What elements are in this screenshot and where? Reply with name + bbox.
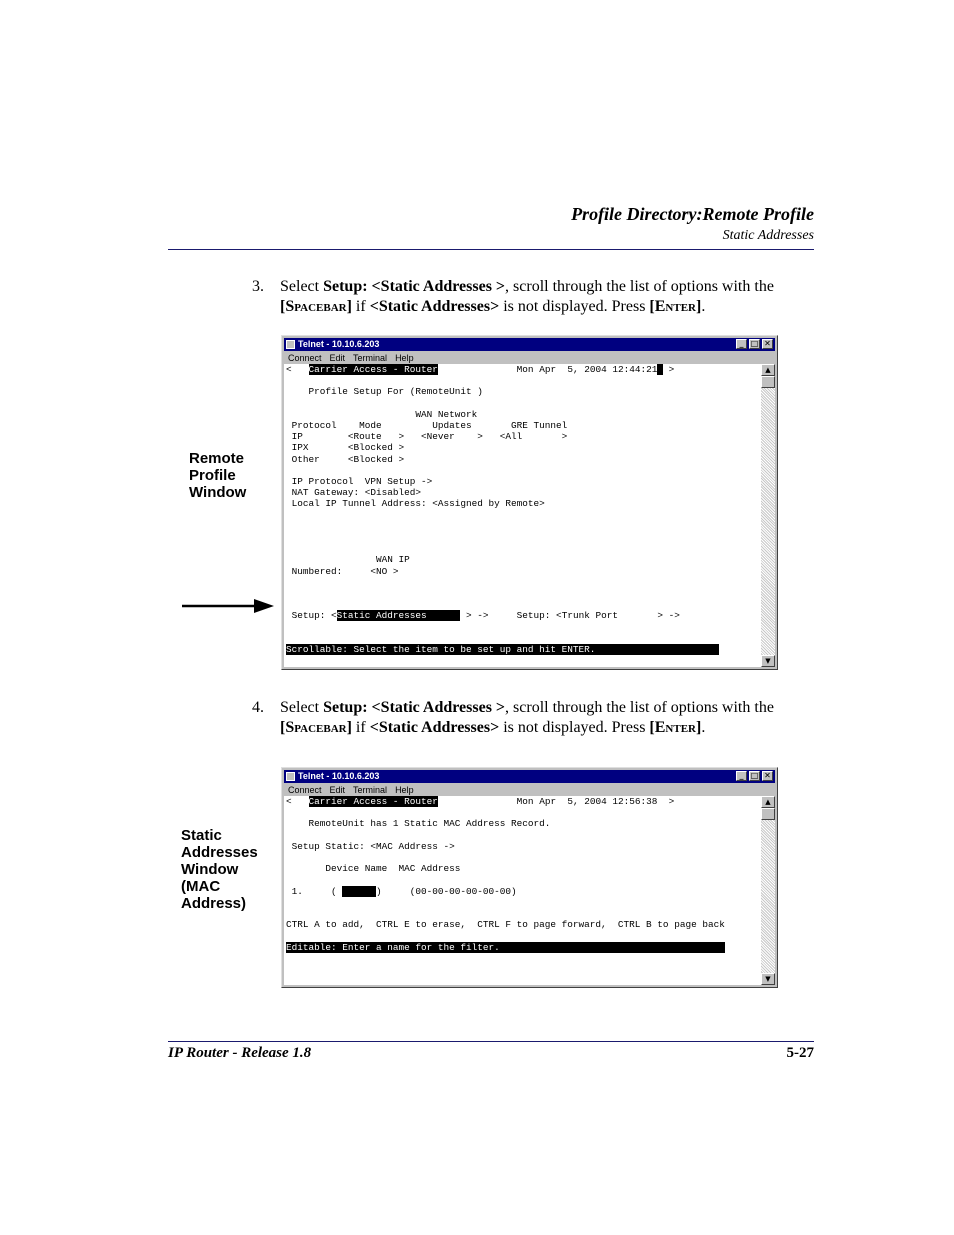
scroll-thumb[interactable] [761,376,775,388]
step-text-part: . [701,719,706,736]
protocol-row-ipx[interactable]: IPX <Blocked > [286,442,405,454]
menu-connect[interactable]: Connect [288,785,322,795]
profile-setup-line: Profile Setup For (RemoteUnit ) [286,386,483,398]
terminal-header-banner: Carrier Access - Router [308,796,438,807]
window-title: Telnet - 10.10.6.203 [298,771,380,781]
window-title: Telnet - 10.10.6.203 [298,339,380,349]
page-header-title: Profile Directory:Remote Profile [571,204,814,224]
terminal-datetime: Mon Apr 5, 2004 12:56:38 [437,796,658,807]
vertical-scrollbar[interactable] [761,364,775,667]
step-number: 3. [252,278,264,295]
step-text-part: , scroll through the list of options with the [505,699,774,716]
menu-help[interactable]: Help [395,785,414,795]
term-text: > [657,796,675,807]
step-text-part: if [351,719,370,736]
term-text: > [662,364,675,375]
caption-static-addresses-window: Static Addresses Window (MAC Address) [181,827,258,912]
numbered-field[interactable]: Numbered: <NO > [286,565,399,577]
term-text: Setup: < [286,610,337,622]
step-text-part: Select [280,278,324,295]
step-4 [252,698,818,740]
telnet-app-icon [286,340,295,349]
vertical-scrollbar[interactable] [761,796,775,985]
scroll-thumb[interactable] [761,808,775,820]
minimize-icon[interactable]: _ [736,339,747,349]
record-count-line: RemoteUnit has 1 Static MAC Address Record. [286,818,551,830]
protocol-column-headers: Protocol Mode Updates GRE Tunnel [286,420,568,432]
menu-terminal[interactable]: Terminal [353,785,388,795]
protocol-row-ip[interactable]: IP <Route > <Never > <All > [286,431,568,443]
step-3 [252,277,818,319]
scroll-up-icon[interactable]: ▲ [761,364,775,376]
spacebar-key: [Spacebar] [280,298,352,315]
maximize-icon[interactable]: □ [750,339,759,348]
menu-help[interactable]: Help [395,353,414,363]
maximize-icon[interactable]: □ [750,771,759,780]
step-number: 4. [252,699,264,716]
step-text-part: Select [280,699,324,716]
step-text [280,698,818,738]
menu-connect[interactable]: Connect [288,353,322,363]
terminal-screen[interactable] [284,364,761,667]
scroll-down-icon[interactable]: ▼ [761,973,775,985]
enter-key: [Enter] [649,298,702,315]
ip-protocol-line[interactable]: IP Protocol VPN Setup -> [286,476,433,488]
telnet-window-static-addresses [281,767,778,988]
step-text-part: if [351,298,370,315]
status-line: Scrollable: Select the item to be set up and hit ENTER. [286,644,720,656]
local-ip-tunnel-line[interactable]: Local IP Tunnel Address: <Assigned by Remote> [286,498,545,510]
step-bold-setup: Setup: <Static Addresses > [323,699,506,716]
step-text-part: is not displayed. Press [499,298,650,315]
menu-bar [284,784,775,796]
telnet-window-remote-profile [281,335,778,670]
spacebar-key: [Spacebar] [280,719,352,736]
menu-edit[interactable]: Edit [329,353,346,363]
scroll-down-icon[interactable]: ▼ [761,655,775,667]
device-name-field[interactable] [342,886,376,897]
menu-terminal[interactable]: Terminal [353,353,388,363]
header-divider [168,249,814,250]
step-text-part: , scroll through the list of options with the [505,278,774,295]
page-header-subtitle: Static Addresses [722,228,814,243]
enter-key: [Enter] [649,719,702,736]
step-bold-setup: Setup: <Static Addresses > [323,278,506,295]
menu-edit[interactable]: Edit [329,785,346,795]
telnet-app-icon [286,772,295,781]
setup-static-line[interactable]: Setup Static: <MAC Address -> [286,840,455,852]
step-bold-option: <Static Addresses> [369,298,500,315]
terminal-screen[interactable] [284,796,761,985]
step-bold-option: <Static Addresses> [369,719,500,736]
term-text: < [286,796,309,807]
term-text: 1. ( [286,885,343,897]
pointer-arrow [180,597,276,615]
step-text-part: . [701,298,706,315]
terminal-header-banner: Carrier Access - Router [308,364,438,375]
step-text [280,277,818,317]
status-line: Editable: Enter a name for the filter. [286,941,725,953]
window-titlebar[interactable] [284,770,775,783]
setup-trunk-port[interactable]: > -> Setup: <Trunk Port > -> [460,610,680,622]
term-text: WAN Network [286,408,478,420]
close-icon[interactable]: ✕ [762,771,773,781]
mac-address-field[interactable]: ) (00-00-00-00-00-00) [376,885,517,897]
setup-static-addresses-selected[interactable]: Static Addresses [336,610,461,622]
minimize-icon[interactable]: _ [736,771,747,781]
footer-divider [168,1041,814,1042]
nat-gateway-line[interactable]: NAT Gateway: <Disabled> [286,487,422,499]
window-titlebar[interactable] [284,338,775,351]
close-icon[interactable]: ✕ [762,339,773,349]
ctrl-key-help: CTRL A to add, CTRL E to erase, CTRL F to page forward, CTRL B to page back [286,919,725,931]
step-text-part: is not displayed. Press [499,719,650,736]
scroll-up-icon[interactable]: ▲ [761,796,775,808]
term-text: WAN IP [286,554,410,566]
protocol-row-other[interactable]: Other <Blocked > [286,453,405,465]
device-column-headers: Device Name MAC Address [286,863,461,875]
footer-page-number: 5-27 [786,1045,814,1061]
caption-remote-profile-window: Remote Profile Window [189,450,247,501]
terminal-datetime: Mon Apr 5, 2004 12:44:21 [437,364,658,375]
term-text: < [286,364,309,375]
menu-bar [284,352,775,364]
footer-product: IP Router - Release 1.8 [168,1045,312,1061]
